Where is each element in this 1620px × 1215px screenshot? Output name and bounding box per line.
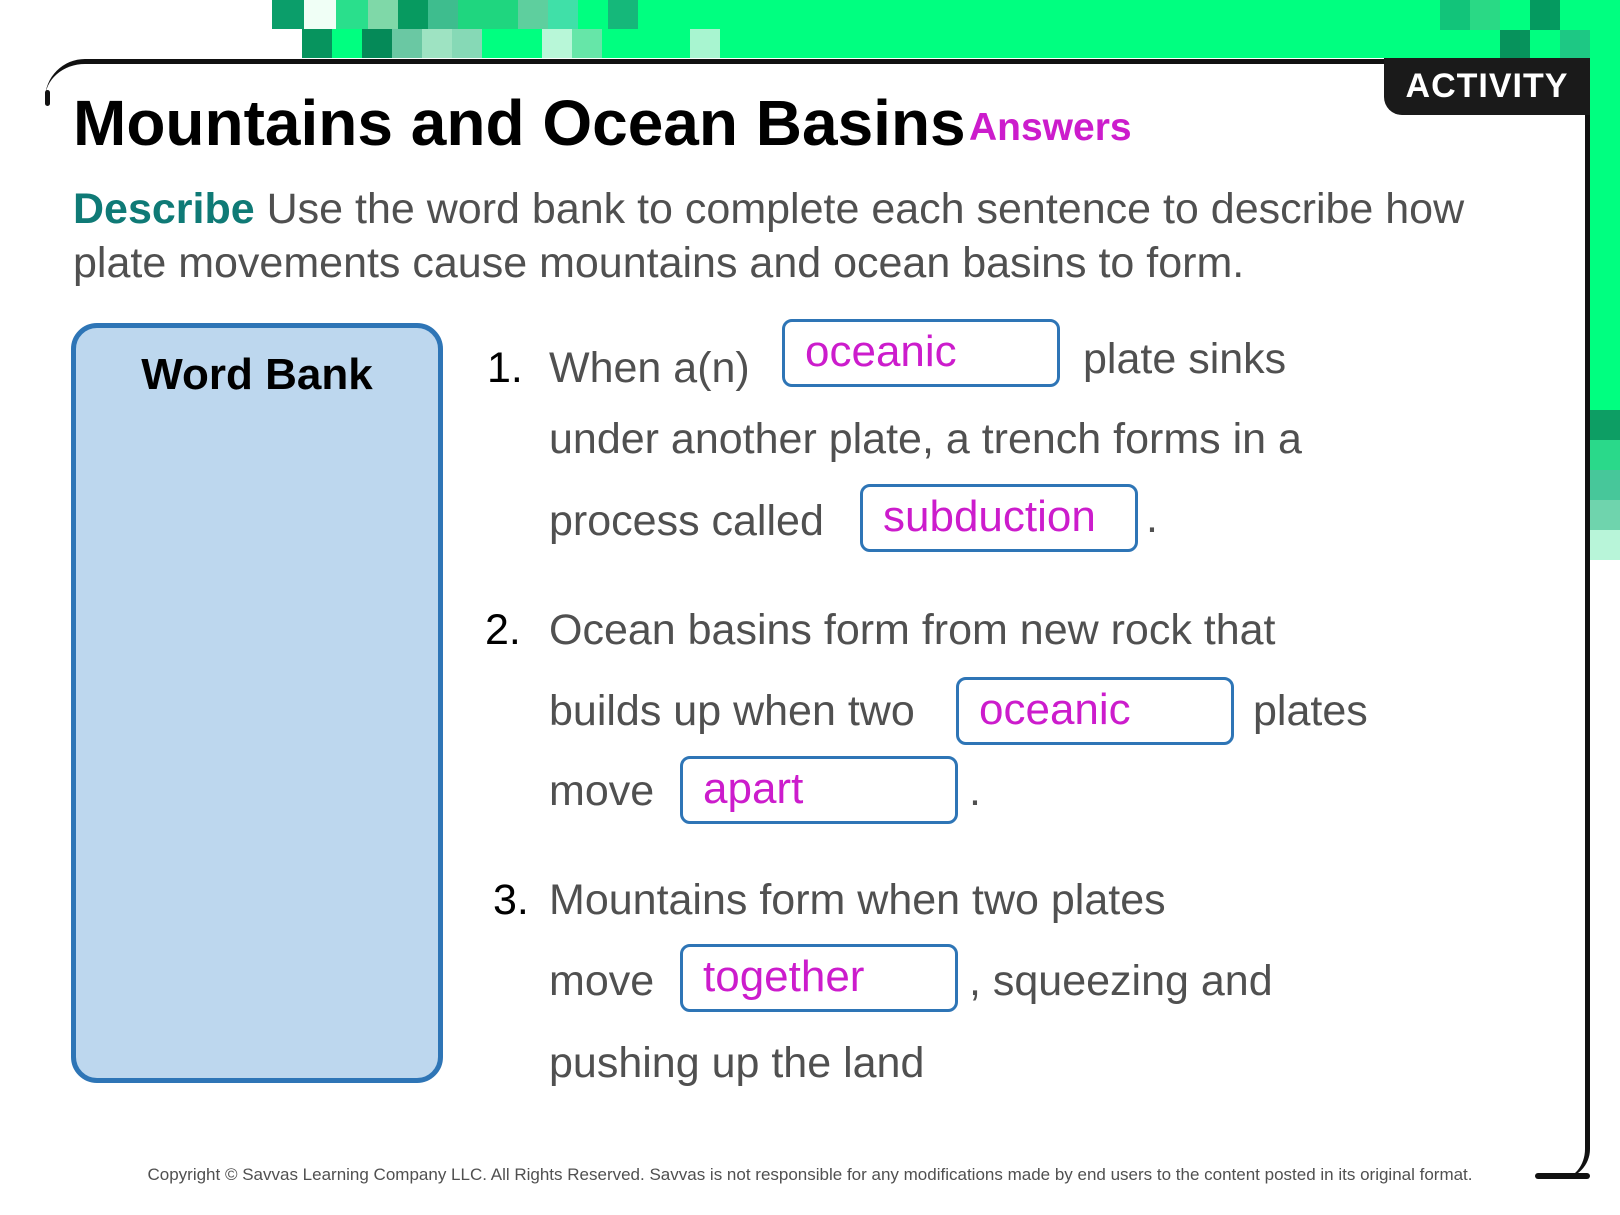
instruction-text: Use the word bank to complete each sentence to describe how plate movements cause mountains and ocean basins to form. [73,185,1465,287]
question-3-text: move [549,957,655,1005]
answer-box-2b[interactable]: apart [680,756,958,824]
instruction-keyword: Describe [73,185,255,233]
question-number-1: 1. [487,344,523,392]
period: . [969,767,981,815]
question-3-text: pushing up the land [549,1039,925,1087]
copyright-footer: Copyright © Savvas Learning Company LLC. All Rights Reserved. Savvas is not responsible for any modifications made by end users to the content posted in its original format. [147,1165,1473,1184]
question-number-2: 2. [485,606,521,654]
question-2-text: move [549,767,655,815]
question-2-text: plates [1253,687,1368,735]
question-1-text: When a(n) [549,344,750,392]
question-2-text: builds up when two [549,687,915,735]
question-2-text: Ocean basins form from new rock that [549,606,1276,654]
instructions [73,182,1493,290]
question-number-3: 3. [493,876,529,924]
answer-box-1a[interactable]: oceanic [782,319,1060,387]
answers-label: Answers [969,106,1132,149]
answer-box-2a[interactable]: oceanic [956,677,1234,745]
page-title: Mountains and Ocean Basins [73,87,966,159]
question-1-text: plate sinks [1083,335,1287,383]
answer-box-1b[interactable]: subduction [860,484,1138,552]
period: . [1146,494,1158,542]
activity-tab: ACTIVITY [1384,58,1590,115]
answer-box-3[interactable]: together [680,944,958,1012]
slide-frame-corner [45,90,50,106]
question-3-text: , squeezing and [969,957,1273,1005]
question-1-text: under another plate, a trench forms in a [549,415,1302,463]
word-bank-title: Word Bank [141,350,373,399]
word-bank[interactable] [71,323,443,1083]
question-1-text: process called [549,497,824,545]
question-3-text: Mountains form when two plates [549,876,1166,924]
